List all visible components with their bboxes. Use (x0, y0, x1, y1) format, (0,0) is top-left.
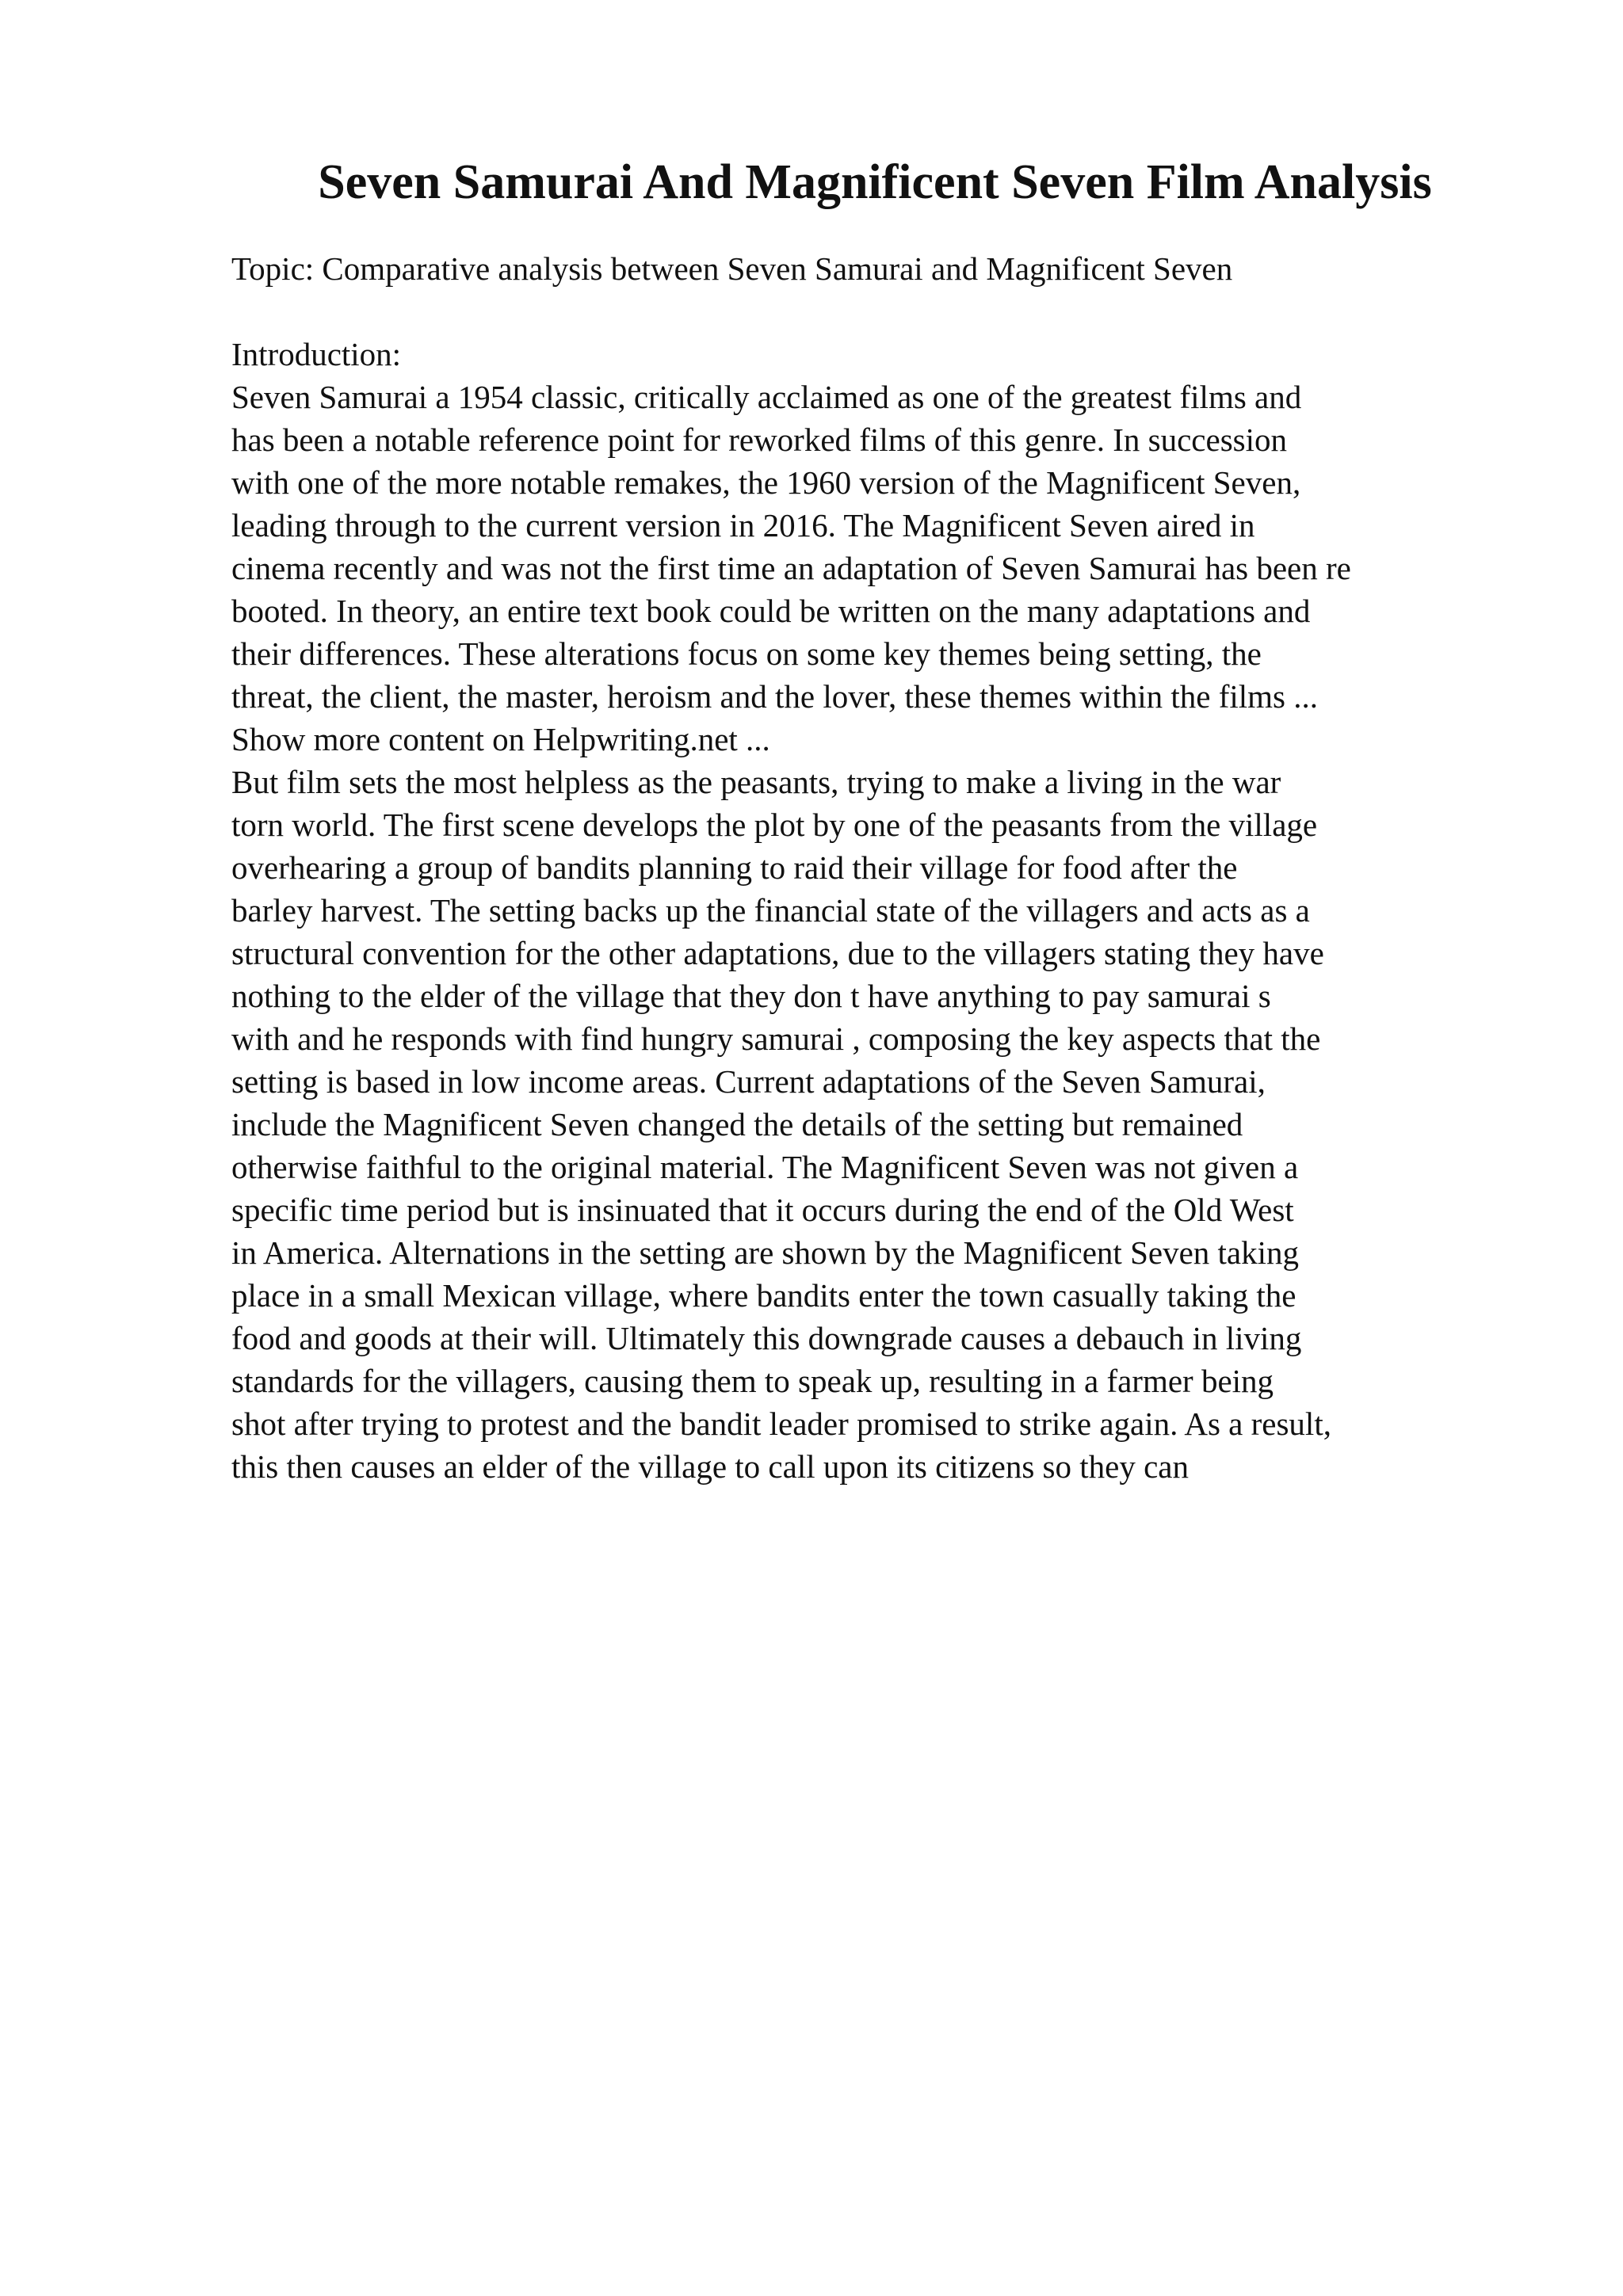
show-more-link[interactable]: Show more content on Helpwriting.net ... (231, 721, 770, 757)
body-line: Seven Samurai a 1954 classic, critically acclaimed as one of the greatest films and (231, 379, 1302, 415)
body-line: shot after trying to protest and the bandit leader promised to strike again. As a result, (231, 1405, 1331, 1442)
body-line: cinema recently and was not the first time an adaptation of Seven Samurai has been re (231, 550, 1351, 586)
body-line: torn world. The first scene develops the plot by one of the peasants from the village (231, 807, 1318, 843)
body-line: threat, the client, the master, heroism and the lover, these themes within the films ... (231, 678, 1318, 715)
body-line: standards for the villagers, causing them to speak up, resulting in a farmer being (231, 1363, 1274, 1399)
topic-line: Topic: Comparative analysis between Seven Samurai and Magnificent Seven (231, 250, 1233, 287)
body-line: But film sets the most helpless as the peasants, trying to make a living in the war (231, 764, 1281, 800)
body-line: structural convention for the other adaptations, due to the villagers stating they have (231, 935, 1324, 971)
body-line: specific time period but is insinuated that it occurs during the end of the Old West (231, 1192, 1294, 1228)
body-line: this then causes an elder of the village to call upon its citizens so they can (231, 1448, 1189, 1485)
body-line: place in a small Mexican village, where bandits enter the town casually taking the (231, 1277, 1296, 1314)
body-line: barley harvest. The setting backs up the financial state of the villagers and acts as a (231, 892, 1310, 929)
body-line: otherwise faithful to the original material. The Magnificent Seven was not given a (231, 1149, 1299, 1185)
body-line: in America. Alternations in the setting are shown by the Magnificent Seven taking (231, 1234, 1299, 1271)
body-line: with and he responds with find hungry samurai , composing the key aspects that the (231, 1020, 1321, 1057)
body-line: food and goods at their will. Ultimately this downgrade causes a debauch in living (231, 1320, 1302, 1356)
body-line: setting is based in low income areas. Current adaptations of the Seven Samurai, (231, 1063, 1266, 1100)
document-body (231, 333, 1594, 1488)
document-title-text: Seven Samurai And Magnificent Seven Film Analysis (318, 155, 1432, 209)
body-line: booted. In theory, an entire text book could be written on the many adaptations and (231, 593, 1311, 629)
body-line: has been a notable reference point for reworked films of this genre. In succession (231, 421, 1287, 458)
body-line: include the Magnificent Seven changed the details of the setting but remained (231, 1106, 1243, 1142)
body-line: overhearing a group of bandits planning to raid their village for food after the (231, 849, 1238, 886)
intro-heading: Introduction: (231, 336, 402, 372)
body-line: their differences. These alterations focus on some key themes being setting, the (231, 635, 1262, 672)
document-title (0, 151, 1623, 214)
body-line: nothing to the elder of the village that they don t have anything to pay samurai s (231, 978, 1271, 1014)
body-line: with one of the more notable remakes, the 1960 version of the Magnificent Seven, (231, 464, 1301, 501)
body-line: leading through to the current version in 2016. The Magnificent Seven aired in (231, 507, 1255, 543)
